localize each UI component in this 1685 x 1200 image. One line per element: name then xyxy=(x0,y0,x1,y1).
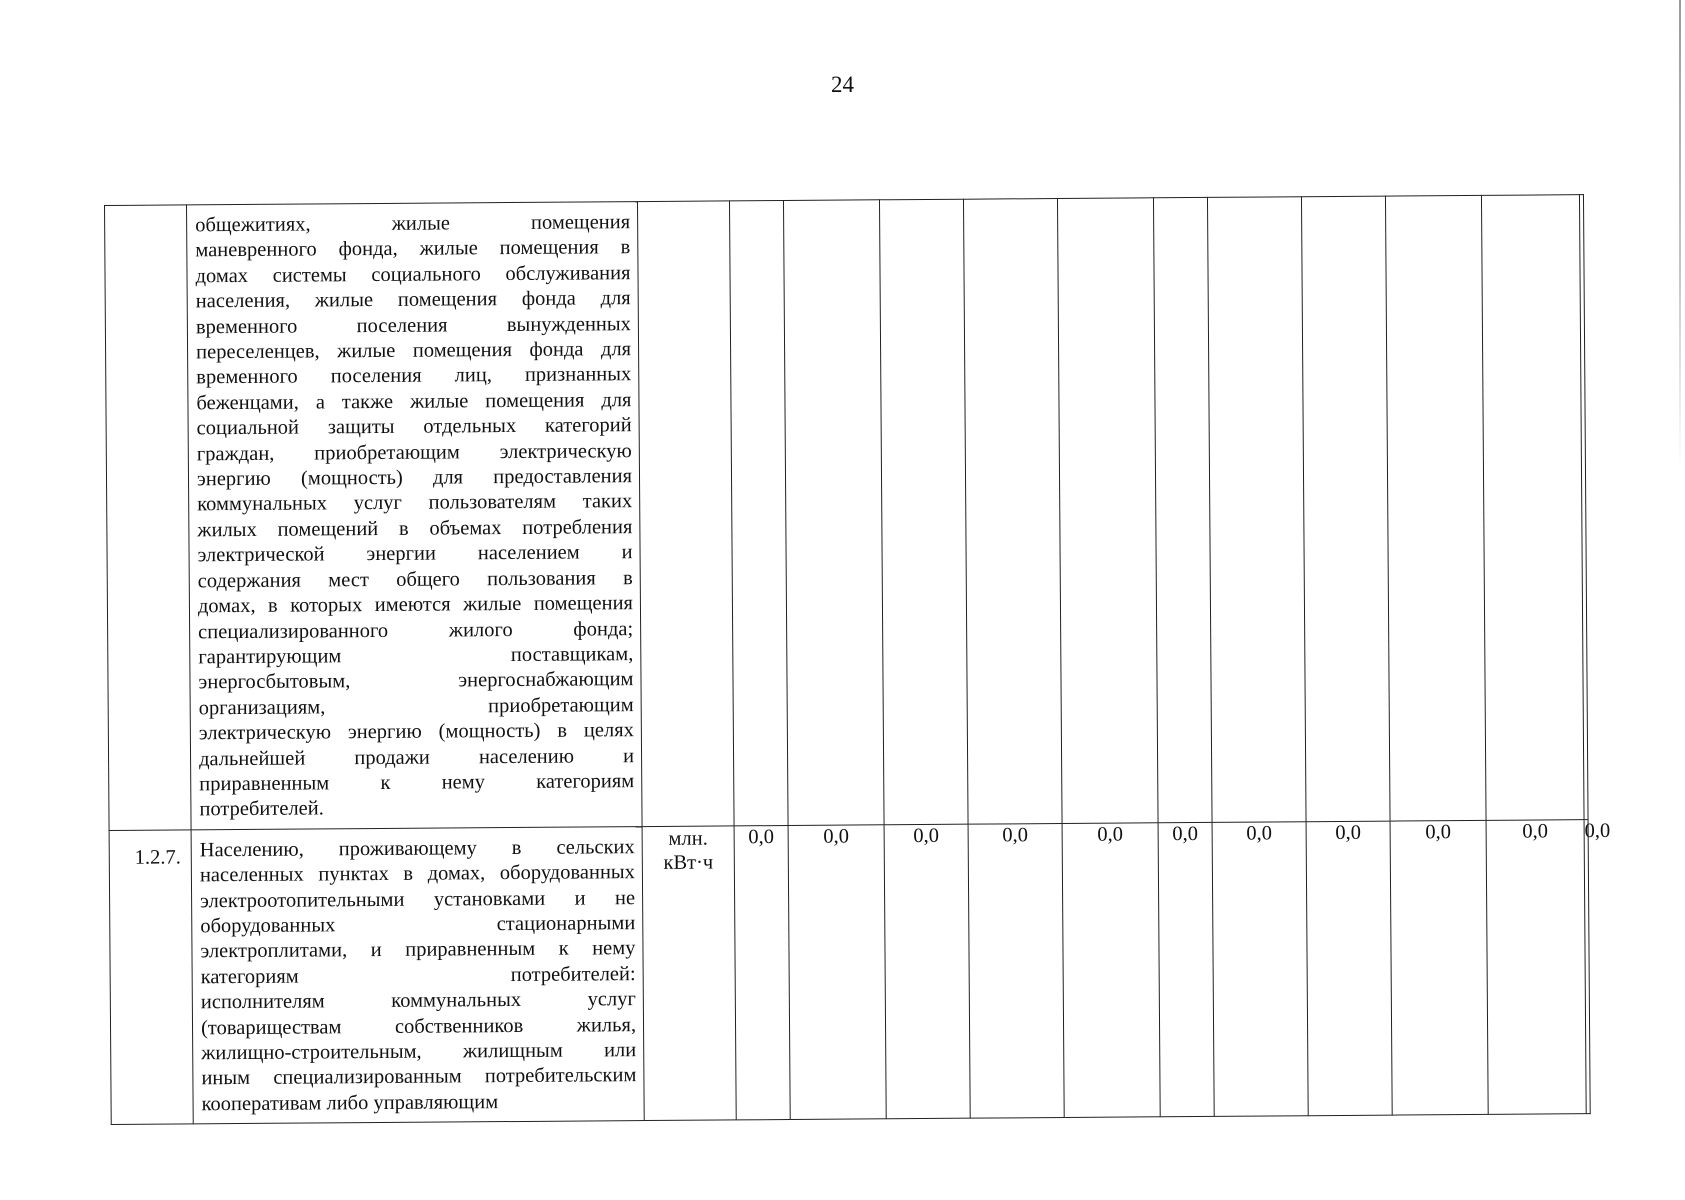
row-number: 1.2.7. xyxy=(134,846,181,869)
description-line: жилищно-строительным, жилищным или xyxy=(201,1039,637,1065)
value-cell xyxy=(1301,196,1390,821)
value-text: 0,0 xyxy=(1584,819,1611,842)
value-cell xyxy=(1057,198,1158,823)
value-cell xyxy=(1158,822,1214,1117)
description-line: приравненным к нему категориям xyxy=(199,770,635,796)
value-text: 0,0 xyxy=(1335,821,1362,844)
value-cell xyxy=(1486,819,1586,1114)
data-table xyxy=(104,194,1611,1125)
value-cell xyxy=(879,199,968,824)
value-cell xyxy=(734,825,790,1120)
description-line: специализированного жилого фонда; xyxy=(198,617,634,643)
row-number-cell xyxy=(105,205,192,830)
value-text: 0,0 xyxy=(1097,823,1124,846)
value-text: 0,0 xyxy=(913,824,940,847)
value-cell xyxy=(1390,820,1488,1115)
page-number: 24 xyxy=(831,72,854,97)
description-line: дальнейшей продажи населению и xyxy=(198,744,635,770)
description-line: энергию (мощность) для предоставления xyxy=(196,465,633,491)
table-body xyxy=(105,195,1611,1125)
unit-label: млн. xyxy=(668,827,708,850)
scan-edge-shadow xyxy=(1679,0,1681,470)
description-line: временного поселения вынужденных xyxy=(195,312,631,338)
value-text: 0,0 xyxy=(748,825,775,849)
value-cell xyxy=(788,825,886,1120)
description-line: (товариществам собственников жилья, xyxy=(200,1013,637,1039)
description-line: иным специализированным потребительским xyxy=(201,1064,637,1090)
description-line: организациям, приобретающим xyxy=(198,693,634,720)
unit-label: кВт·ч xyxy=(663,851,714,874)
description-line: коммунальных услуг пользователям таких xyxy=(197,490,633,516)
description-line: общежитиях, жилые помещения xyxy=(195,211,631,237)
value-cell xyxy=(968,823,1064,1118)
description-line: домах системы социального обслуживания xyxy=(195,261,631,288)
description-cell xyxy=(187,202,643,830)
description-line: кооперативам либо управляющим xyxy=(201,1090,499,1116)
value-cell xyxy=(1385,195,1486,820)
description-line: электроплитами, и приравненным к нему xyxy=(200,937,636,963)
description-line: временного поселения лиц, признанных xyxy=(196,363,632,389)
description-line: граждан, приобретающим электрическую xyxy=(196,439,632,465)
value-text: 0,0 xyxy=(1172,822,1199,845)
description-line: энергосбытовым, энергоснабжающим xyxy=(198,668,634,694)
unit-cell xyxy=(637,201,734,826)
value-cell xyxy=(1212,821,1308,1116)
value-cell xyxy=(729,201,788,826)
description-line: беженцами, а также жилые помещения для xyxy=(196,388,632,415)
description-line: переселенцев, жилые помещения фонда для xyxy=(196,338,632,364)
description-line: населенных пунктах в домах, оборудованных xyxy=(199,861,635,887)
value-cell xyxy=(884,824,970,1119)
description-line: домах, в которых имеются жилые помещения xyxy=(197,592,634,618)
description-line: электроотопительными установками и не xyxy=(200,886,636,912)
description-line: потребителей. xyxy=(199,797,324,821)
description-line: электрическую энергию (мощность) в целях xyxy=(198,719,634,745)
row-number-cell xyxy=(109,830,193,1125)
value-cell xyxy=(1153,197,1212,822)
description-line: социальной защиты отдельных категорий xyxy=(196,414,632,440)
value-text: 0,0 xyxy=(823,825,850,848)
value-text: 0,0 xyxy=(1522,820,1549,843)
description-line: оборудованных стационарными xyxy=(200,912,636,938)
description-line: гарантирующим поставщикам, xyxy=(198,643,634,669)
table-row xyxy=(105,195,1589,831)
value-cell xyxy=(963,199,1062,824)
description-line: исполнителям коммунальных услуг xyxy=(200,988,636,1014)
value-cell xyxy=(1306,821,1392,1116)
description-line: содержания мест общего пользования в xyxy=(197,566,633,593)
description-line: Населению, проживающему в сельских xyxy=(199,835,635,862)
value-cell xyxy=(1584,819,1611,1113)
description-line: электрической энергии населением и xyxy=(197,541,633,567)
description-line: категориям потребителей: xyxy=(200,962,636,989)
value-cell xyxy=(1062,823,1160,1118)
description-line: населения, жилые помещения фонда для xyxy=(195,287,631,313)
value-cell xyxy=(1207,197,1306,822)
description-line: жилых помещений в объемах потребления xyxy=(197,516,633,542)
value-cell xyxy=(783,200,884,825)
unit-cell xyxy=(642,826,736,1121)
description-cell xyxy=(191,826,644,1124)
value-text: 0,0 xyxy=(1425,820,1452,844)
value-cell xyxy=(1481,195,1584,820)
value-text: 0,0 xyxy=(1246,822,1273,845)
description-line: маневренного фонда, жилые помещения в xyxy=(195,236,631,262)
table-row xyxy=(109,819,1590,1124)
value-text: 0,0 xyxy=(1002,823,1029,847)
